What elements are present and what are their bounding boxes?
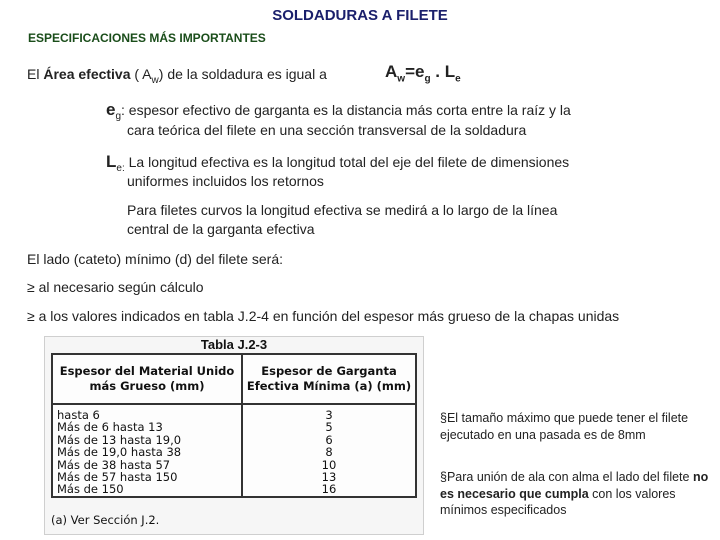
table-row bbox=[52, 483, 416, 496]
formula-l-sub: e bbox=[455, 73, 461, 85]
row-value: 13 bbox=[242, 471, 416, 483]
bullet-text-pre: Para unión de ala con alma el lado del filete bbox=[446, 470, 693, 484]
bullet-text-post: con los valores mínimos especificados bbox=[440, 486, 676, 517]
area-formula bbox=[385, 62, 461, 84]
area-mid: ( A bbox=[130, 66, 152, 82]
row-range: Más de 150 bbox=[52, 483, 242, 496]
formula-eq: =e bbox=[405, 62, 425, 81]
table-caption: Tabla J.2-3 bbox=[200, 337, 268, 352]
min-leg-text: El lado (cateto) mínimo (d) del filete será: bbox=[27, 251, 283, 267]
throat-thickness-table bbox=[51, 353, 417, 498]
row-range: hasta 6 bbox=[52, 404, 242, 421]
page-title: SOLDADURAS A FILETE bbox=[272, 7, 448, 24]
table-j23-image bbox=[44, 336, 424, 535]
row-range: Más de 6 hasta 13 bbox=[52, 421, 242, 433]
table-row bbox=[52, 421, 416, 433]
area-prefix: El bbox=[27, 66, 44, 82]
formula-e-sub: g bbox=[424, 73, 431, 85]
bullet-text-bold: no es necesario que cumpla bbox=[440, 470, 709, 501]
le-sub: e: bbox=[116, 162, 125, 174]
section-subtitle: ESPECIFICACIONES MÁS IMPORTANTES bbox=[28, 31, 266, 45]
le-line1: La longitud efectiva es la longitud total del eje del filete de dimensiones bbox=[124, 154, 570, 170]
row-value: 3 bbox=[242, 404, 416, 421]
curved-fillet-text: Para filetes curvos la longitud efectiva se medirá a lo largo de la línea bbox=[127, 202, 558, 218]
effective-area-text bbox=[27, 66, 327, 86]
table-header-row bbox=[52, 354, 416, 404]
row-range: Más de 19,0 hasta 38 bbox=[52, 446, 242, 458]
area-suffix: ) de la soldadura es igual a bbox=[158, 66, 327, 82]
row-value: 8 bbox=[242, 446, 416, 458]
row-value: 6 bbox=[242, 434, 416, 446]
area-sub: w bbox=[151, 74, 159, 86]
formula-dot: . L bbox=[430, 62, 456, 81]
formula-a: A bbox=[385, 62, 398, 81]
row-value: 16 bbox=[242, 483, 416, 496]
area-bold-term: Área efectiva bbox=[43, 66, 131, 82]
col-material-thickness: Espesor del Material Unido más Grueso (mm) bbox=[52, 354, 242, 404]
row-value: 5 bbox=[242, 421, 416, 433]
row-range: Más de 38 hasta 57 bbox=[52, 459, 242, 471]
col-min-throat: Espesor de Garganta Efectiva Mínima (a) (mm) bbox=[242, 354, 416, 404]
table-footnote: (a) Ver Sección J.2. bbox=[51, 513, 160, 527]
eg-sub: g bbox=[115, 110, 122, 122]
condition-table: ≥ a los valores indicados en tabla J.2-4 en función del espesor más grueso de la chapas unidas bbox=[27, 308, 620, 324]
condition-calc: ≥ al necesario según cálculo bbox=[27, 279, 204, 295]
le-definition-cont: uniformes incluidos los retornos bbox=[127, 173, 324, 189]
eg-definition bbox=[106, 100, 571, 122]
bullet-flange-web bbox=[440, 469, 715, 519]
le-definition bbox=[106, 152, 569, 174]
row-value: 10 bbox=[242, 459, 416, 471]
table-row bbox=[52, 404, 416, 421]
le-symbol: L bbox=[106, 152, 117, 171]
formula-a-sub: w bbox=[397, 73, 406, 85]
curved-fillet-text-cont: central de la garganta efectiva bbox=[127, 221, 315, 237]
table-row bbox=[52, 446, 416, 458]
bullet-max-size bbox=[440, 410, 715, 443]
bullet-text: El tamaño máximo que puede tener el filete ejecutado en una pasada es de 8mm bbox=[440, 411, 689, 442]
eg-symbol: e bbox=[106, 100, 116, 119]
row-range: Más de 13 hasta 19,0 bbox=[52, 434, 242, 446]
bullet-marker: § bbox=[440, 411, 447, 425]
bullet-marker: § bbox=[440, 470, 447, 484]
eg-line1: : espesor efectivo de garganta es la distancia más corta entre la raíz y la bbox=[121, 102, 571, 118]
row-range: Más de 57 hasta 150 bbox=[52, 471, 242, 483]
eg-definition-cont: cara teórica del filete en una sección transversal de la soldadura bbox=[127, 122, 527, 138]
